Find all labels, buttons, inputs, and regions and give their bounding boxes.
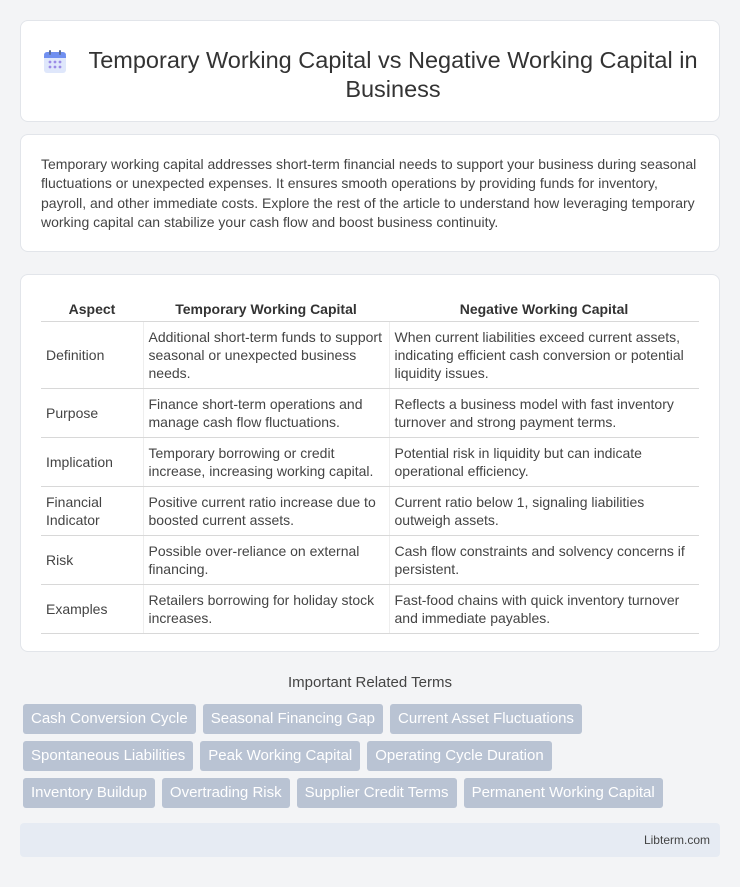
cell-temporary: Possible over-reliance on external financing. [143, 535, 389, 584]
related-terms-heading: Important Related Terms [288, 674, 452, 691]
cell-temporary: Additional short-term funds to support seasonal or unexpected business needs. [143, 321, 389, 388]
cell-negative: Reflects a business model with fast inventory turnover and strong payment terms. [389, 388, 699, 437]
page-title: Temporary Working Capital vs Negative Working Capital in Business [88, 47, 698, 102]
term-tag[interactable]: Supplier Credit Terms [297, 778, 457, 808]
footer-site-link[interactable]: Libterm.com [643, 833, 710, 847]
term-tag[interactable]: Operating Cycle Duration [367, 741, 551, 771]
calendar-icon [41, 48, 69, 76]
table-row [41, 535, 699, 584]
related-terms [23, 704, 723, 815]
term-tag[interactable]: Seasonal Financing Gap [203, 704, 383, 734]
comparison-card [20, 274, 720, 652]
term-row [23, 741, 723, 771]
term-tag[interactable]: Peak Working Capital [200, 741, 360, 771]
table-row [41, 437, 699, 486]
cell-temporary: Retailers borrowing for holiday stock increases. [143, 584, 389, 633]
intro-paragraph: Temporary working capital addresses short-term financial needs to support your business during seasonal fluctuations or unexpected expenses. It ensures smooth operations by providing funds for inventory, payroll, and other immediate costs. Explore the rest of the article to understand how leveraging temporary working capital can stabilize your cash flow and boost business continuity. [41, 156, 697, 230]
cell-aspect: Definition [41, 321, 143, 388]
cell-aspect: Purpose [41, 388, 143, 437]
term-tag[interactable]: Inventory Buildup [23, 778, 155, 808]
term-tag[interactable]: Current Asset Fluctuations [390, 704, 582, 734]
header-negative: Negative Working Capital [389, 295, 699, 321]
cell-aspect: Financial Indicator [41, 486, 143, 535]
term-tag[interactable]: Spontaneous Liabilities [23, 741, 193, 771]
cell-negative: Current ratio below 1, signaling liabilities outweigh assets. [389, 486, 699, 535]
term-tag[interactable]: Permanent Working Capital [464, 778, 663, 808]
cell-aspect: Risk [41, 535, 143, 584]
cell-temporary: Finance short-term operations and manage cash flow fluctuations. [143, 388, 389, 437]
table-header-row [41, 295, 699, 321]
title-card [20, 20, 720, 122]
cell-aspect: Examples [41, 584, 143, 633]
cell-negative: Fast-food chains with quick inventory turnover and immediate payables. [389, 584, 699, 633]
intro-card [20, 134, 720, 252]
table-row [41, 388, 699, 437]
cell-negative: When current liabilities exceed current assets, indicating efficient cash conversion or potential liquidity issues. [389, 321, 699, 388]
cell-negative: Potential risk in liquidity but can indicate operational efficiency. [389, 437, 699, 486]
header-temporary: Temporary Working Capital [143, 295, 389, 321]
footer [20, 823, 720, 857]
cell-temporary: Temporary borrowing or credit increase, increasing working capital. [143, 437, 389, 486]
cell-temporary: Positive current ratio increase due to boosted current assets. [143, 486, 389, 535]
term-row [23, 778, 723, 808]
term-tag[interactable]: Overtrading Risk [162, 778, 290, 808]
table-row [41, 584, 699, 633]
term-row [23, 704, 723, 734]
cell-negative: Cash flow constraints and solvency concerns if persistent. [389, 535, 699, 584]
header-aspect: Aspect [41, 295, 143, 321]
table-row [41, 486, 699, 535]
cell-aspect: Implication [41, 437, 143, 486]
term-tag[interactable]: Cash Conversion Cycle [23, 704, 196, 734]
comparison-table [41, 295, 699, 634]
table-row [41, 321, 699, 388]
